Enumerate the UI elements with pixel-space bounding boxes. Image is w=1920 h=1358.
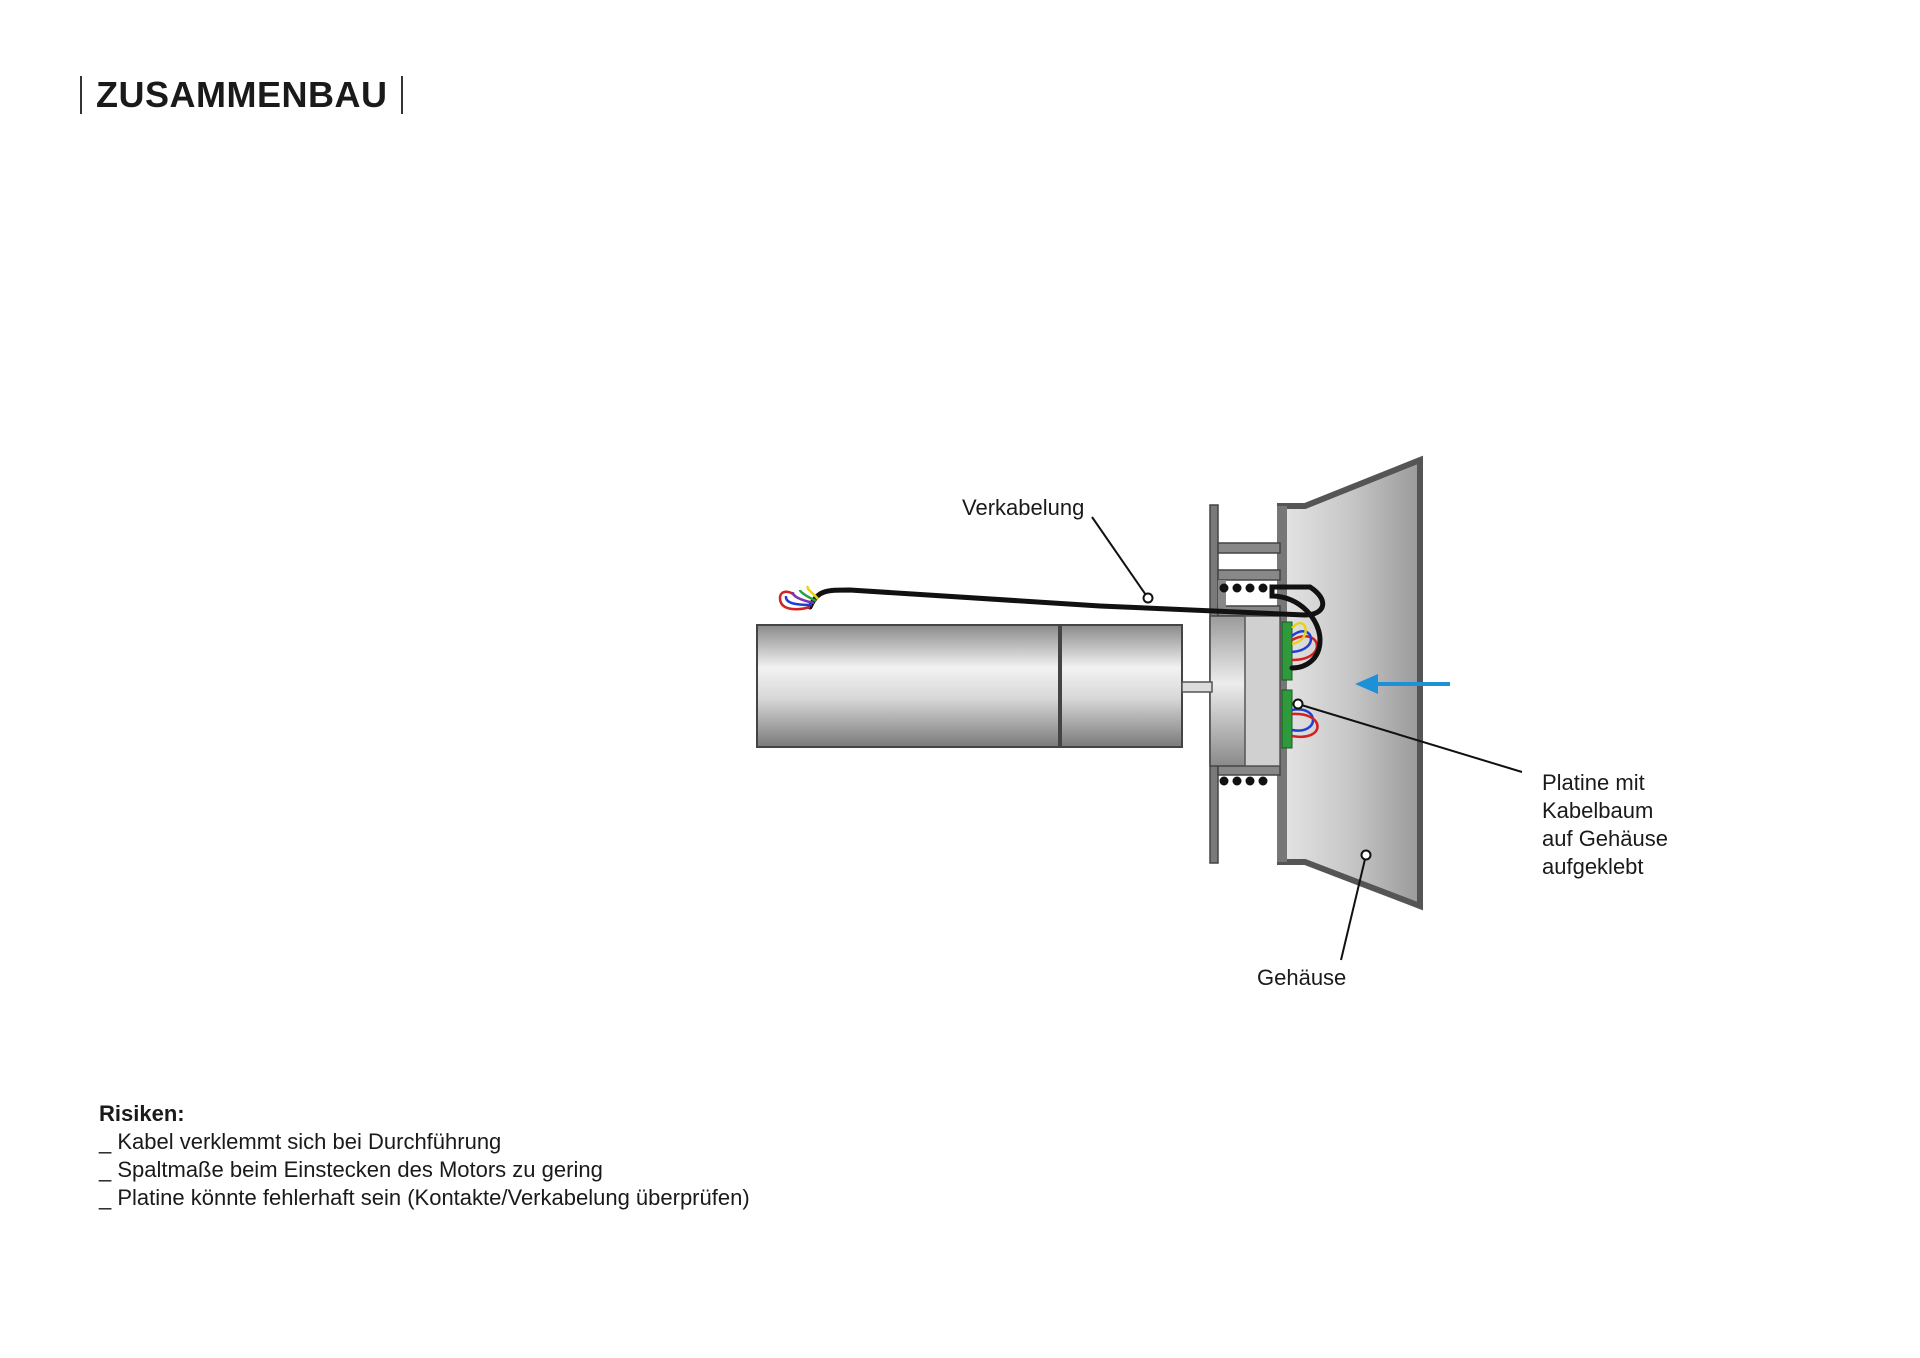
leader-verkabelung: [1092, 517, 1153, 603]
label-platine-line-4: aufgeklebt: [1542, 854, 1644, 879]
label-verkabelung: Verkabelung: [962, 495, 1085, 520]
label-platine-line-3: auf Gehäuse: [1542, 826, 1668, 851]
risks-section: [99, 1100, 750, 1212]
risk-item: _ Platine könnte fehlerhaft sein (Kontakte/Verkabelung überprüfen): [99, 1185, 750, 1210]
bearing-top: [1220, 584, 1268, 593]
label-gehaeuse: Gehäuse: [1257, 965, 1347, 990]
pcb-lower: [1282, 690, 1292, 748]
risks-heading: Risiken:: [99, 1101, 185, 1126]
label-platine-line-1: Platine mit: [1542, 770, 1645, 795]
label-platine: [1542, 769, 1668, 881]
label-platine-line-2: Kabelbaum: [1542, 798, 1654, 823]
motor: [757, 625, 1212, 747]
title-text: ZUSAMMENBAU: [96, 74, 388, 115]
risk-item: _ Kabel verklemmt sich bei Durchführung: [99, 1129, 502, 1154]
bearing-bottom: [1220, 777, 1268, 786]
risk-item: _ Spaltmaße beim Einstecken des Motors zu gering: [99, 1157, 603, 1182]
hub-inner: [1245, 616, 1280, 766]
pcb-upper: [1282, 622, 1292, 680]
